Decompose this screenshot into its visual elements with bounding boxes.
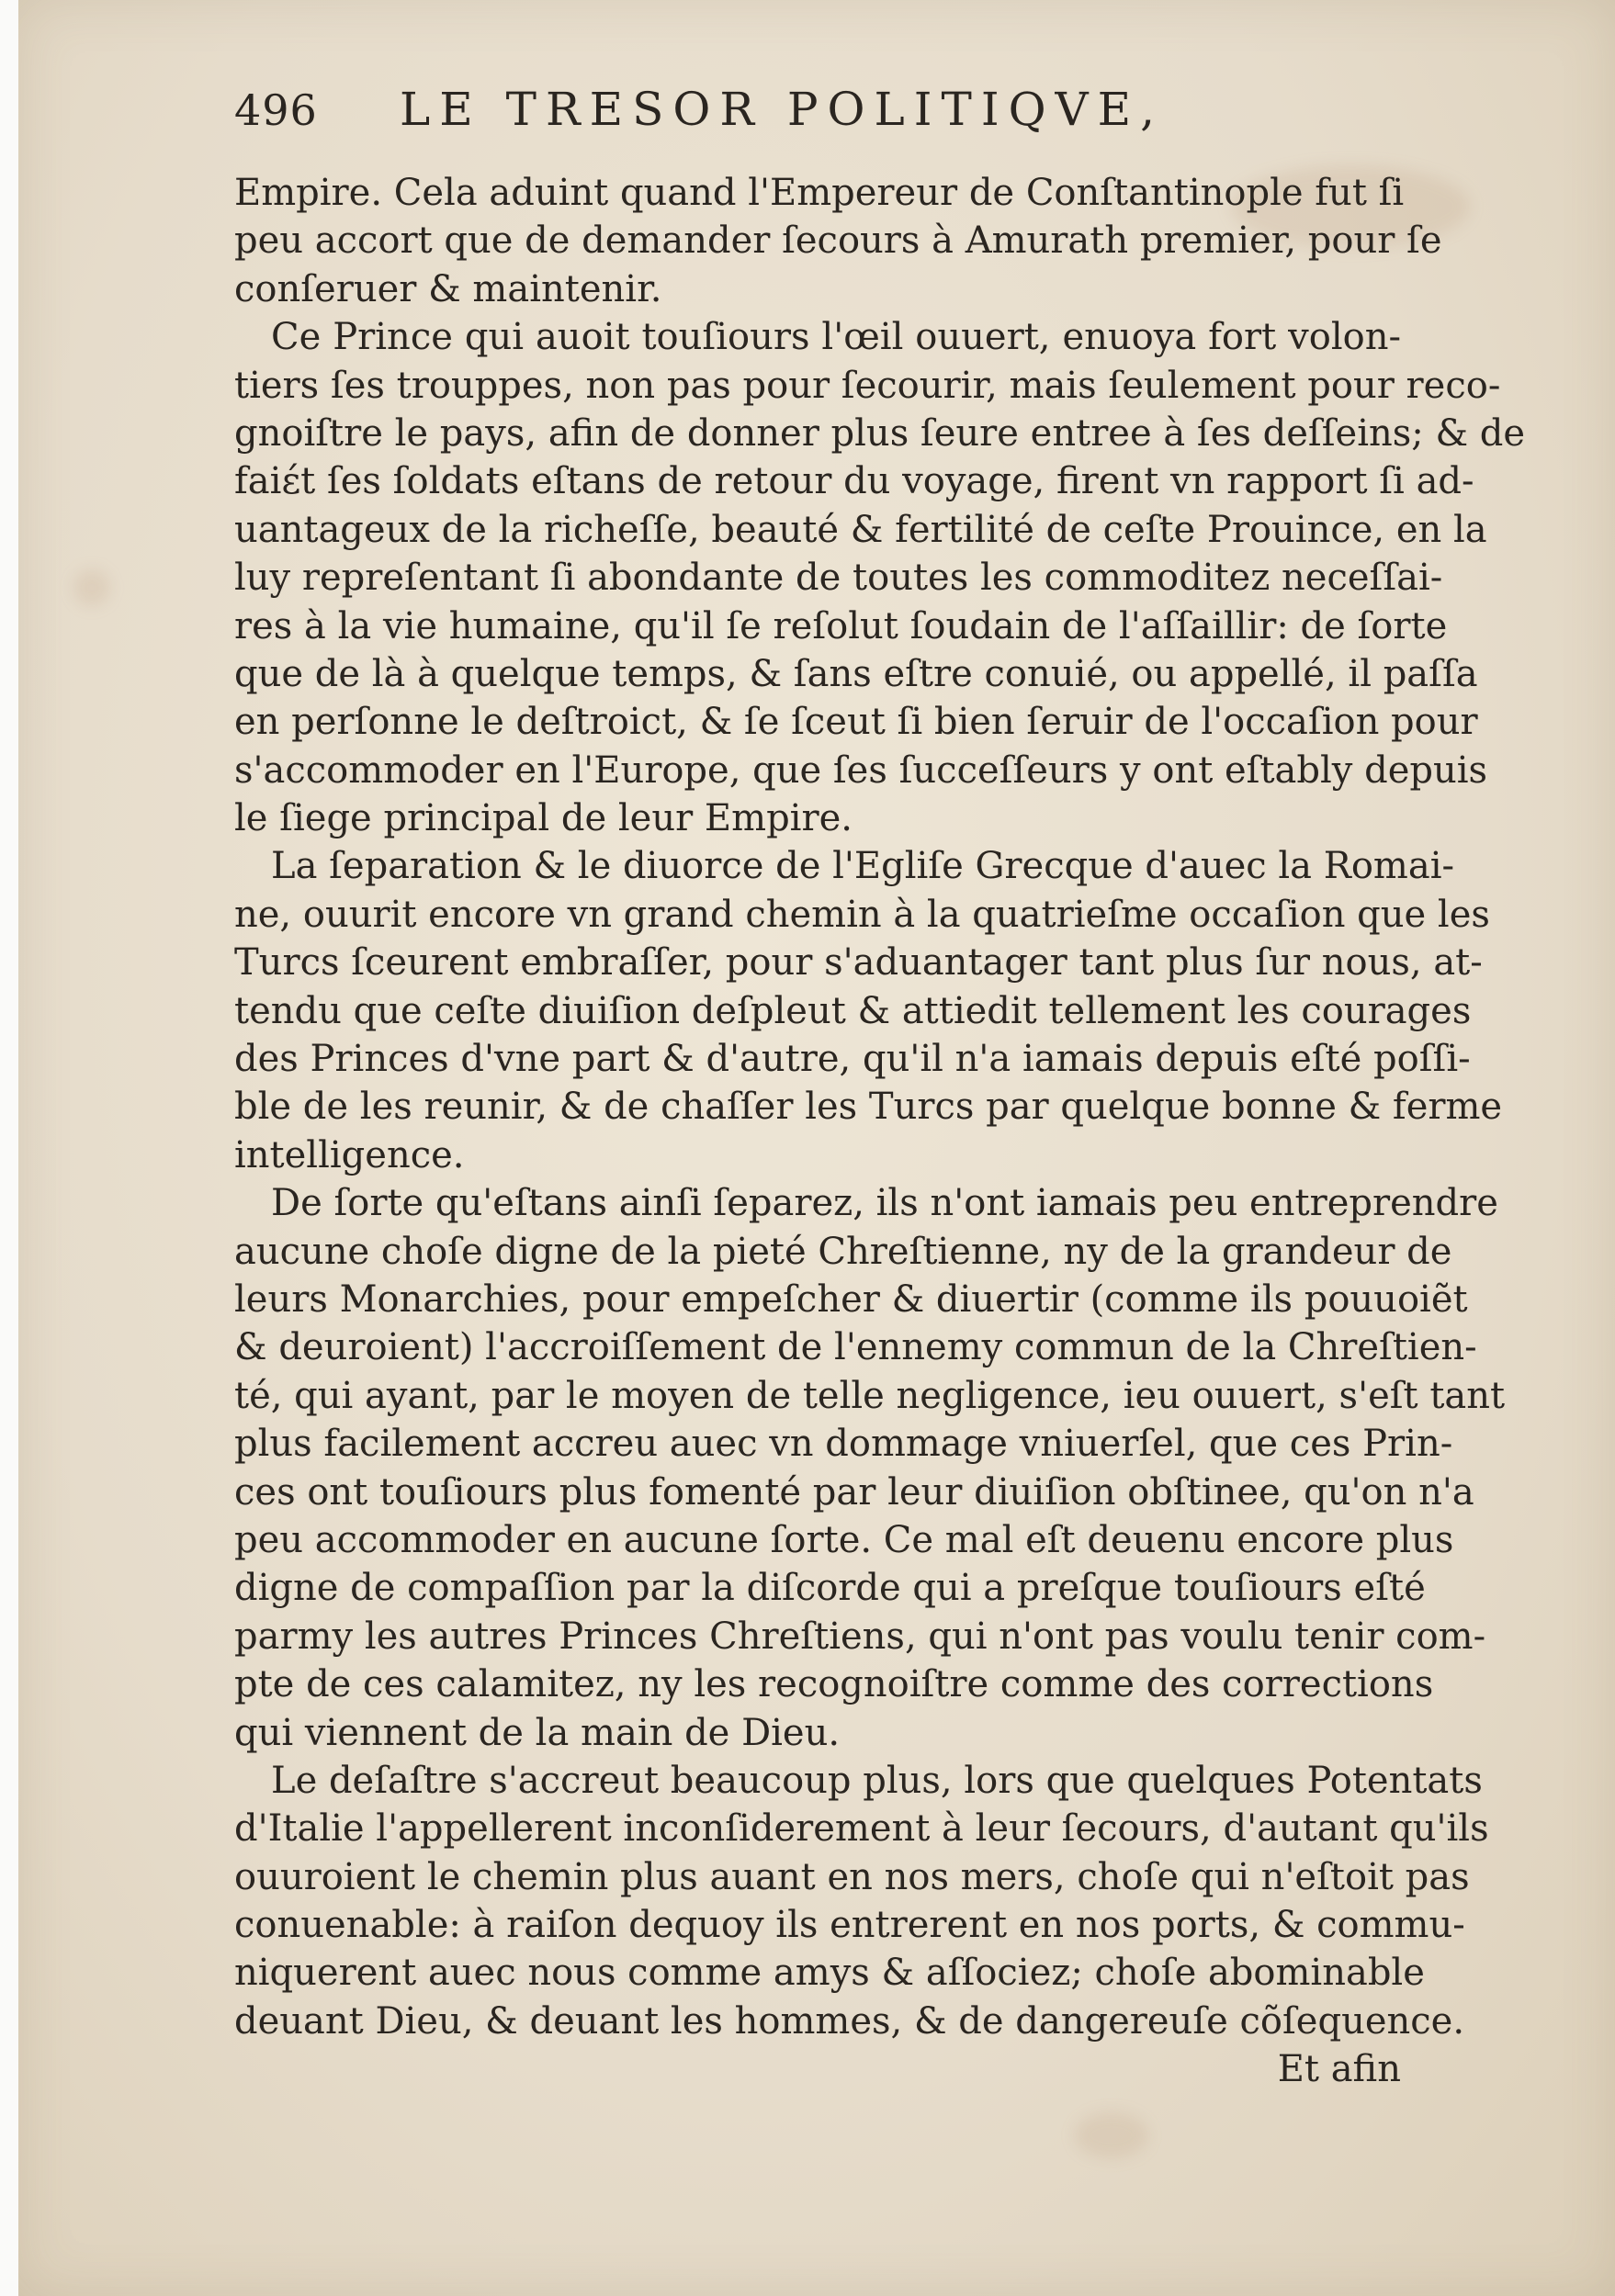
text-line: ne, ouurit encore vn grand chemin à la quatrieſme occaſion que les (234, 893, 1490, 936)
text-line: faiɛ́t ſes ſoldats eſtans de retour du voyage, firent vn rapport ſi ad- (234, 460, 1474, 503)
paper-stain (1075, 2112, 1148, 2158)
text-line: La ſeparation & le diuorce de l'Egliſe Grecque d'auec la Romai- (271, 845, 1455, 888)
scan-margin (0, 0, 20, 2296)
text-line: peu accommoder en aucune ſorte. Ce mal eſt deuenu encore plus (234, 1518, 1454, 1561)
running-title: LE TRESOR POLITIQVE, (400, 83, 1165, 136)
text-line: conuenable: à raiſon dequoy ils entrerent en nos ports, & commu- (234, 1904, 1465, 1947)
text-line: parmy les autres Princes Chreſtiens, qui n'ont pas voulu tenir com- (234, 1615, 1486, 1658)
text-line: conſeruer & maintenir. (234, 267, 662, 310)
text-line: ces ont touſiours plus fomenté par leur diuiſion obſtinee, qu'on n'a (234, 1470, 1474, 1514)
text-line: gnoiſtre le pays, afin de donner plus ſeure entree à ſes deſſeins; & de (234, 411, 1526, 455)
text-line: niquerent auec nous comme amys & aſſociez; choſe abominable (234, 1952, 1425, 1995)
text-line: ble de les reunir, & de chaſſer les Turcs par quelque bonne & ferme (234, 1086, 1503, 1129)
text-line: luy repreſentant ſi abondante de toutes les commoditez neceſſai- (234, 557, 1443, 600)
text-line: uantageux de la richeſſe, beauté & fertilité de ceſte Prouince, en la (234, 508, 1487, 551)
text-line: Le deſaſtre s'accreut beaucoup plus, lors que quelques Potentats (271, 1759, 1483, 1802)
paragraph (234, 1757, 1489, 2045)
text-line: pte de ces calamitez, ny les recognoiſtre comme des corrections (234, 1663, 1434, 1706)
text-line: De ſorte qu'eſtans ainſi ſeparez, ils n'ont iamais peu entreprendre (271, 1182, 1498, 1225)
paragraph (234, 1179, 1506, 1757)
text-line: deuant Dieu, & deuant les hommes, & de dangereuſe cõſequence. (234, 1999, 1465, 2043)
page-number: 496 (234, 85, 318, 135)
catchword: Et afin (1277, 2048, 1401, 2091)
text-line: d'Italie l'appellerent inconſiderement à leur ſecours, d'autant qu'ils (234, 1807, 1489, 1851)
text-line: intelligence. (234, 1133, 465, 1176)
text-line: le ſiege principal de leur Empire. (234, 797, 853, 840)
page-header (234, 83, 1429, 165)
text-line: res à la vie humaine, qu'il ſe reſolut ſoudain de l'aſſaillir: de ſorte (234, 604, 1448, 647)
text-line: Empire. Cela aduint quand l'Empereur de Conſtantinople fut ſi (234, 172, 1405, 214)
text-line: s'accommoder en l'Europe, que ſes ſucceſſeurs y ont eſtably depuis (234, 748, 1488, 792)
text-line: leurs Monarchies, pour empeſcher & diuertir (comme ils pouuoiẽt (234, 1277, 1468, 1321)
text-line: des Princes d'vne part & d'autre, qu'il n'a iamais depuis eſté poſſi- (234, 1038, 1471, 1081)
text-line: digne de compaſſion par la diſcorde qui a preſque touſiours eſté (234, 1567, 1426, 1610)
text-line: qui viennent de la main de Dieu. (234, 1711, 841, 1754)
paragraph (234, 842, 1503, 1179)
text-line: Ce Prince qui auoit touſiours l'œil ouuert, enuoya fort volon- (271, 316, 1401, 359)
text-line: que de là à quelque temps, & ſans eſtre conuié, ou appellé, il paſſa (234, 652, 1478, 695)
text-line: tendu que ceſte diuiſion deſpleut & attiedit tellement les courages (234, 989, 1472, 1032)
text-line: peu accort que de demander ſecours à Amurath premier, pour ſe (234, 219, 1442, 263)
text-line: plus facilement accreu auec vn dommage vniuerſel, que ces Prin- (234, 1423, 1453, 1466)
text-line: aucune choſe digne de la pieté Chreſtienne, ny de la grandeur de (234, 1230, 1452, 1273)
body-text (234, 169, 1526, 2045)
text-line: ouuroient le chemin plus auant en nos mers, choſe qui n'eſtoit pas (234, 1855, 1470, 1898)
text-block (234, 83, 1526, 2094)
text-line: tiers ſes trouppes, non pas pour ſecourir, mais ſeulement pour reco- (234, 364, 1501, 407)
paragraph (234, 313, 1526, 842)
text-line: en perſonne le deſtroict, & ſe ſceut ſi bien ſeruir de l'occaſion pour (234, 701, 1478, 744)
text-line: Turcs ſceurent embraſſer, pour s'aduantager tant plus ſur nous, at- (234, 941, 1483, 985)
text-line: & deuroient) l'accroiſſement de l'ennemy commun de la Chreſtien- (234, 1326, 1477, 1369)
paragraph (234, 169, 1442, 313)
text-line: té, qui ayant, par le moyen de telle negligence, ieu ouuert, s'eſt tant (234, 1374, 1506, 1417)
paper-stain (73, 569, 110, 606)
